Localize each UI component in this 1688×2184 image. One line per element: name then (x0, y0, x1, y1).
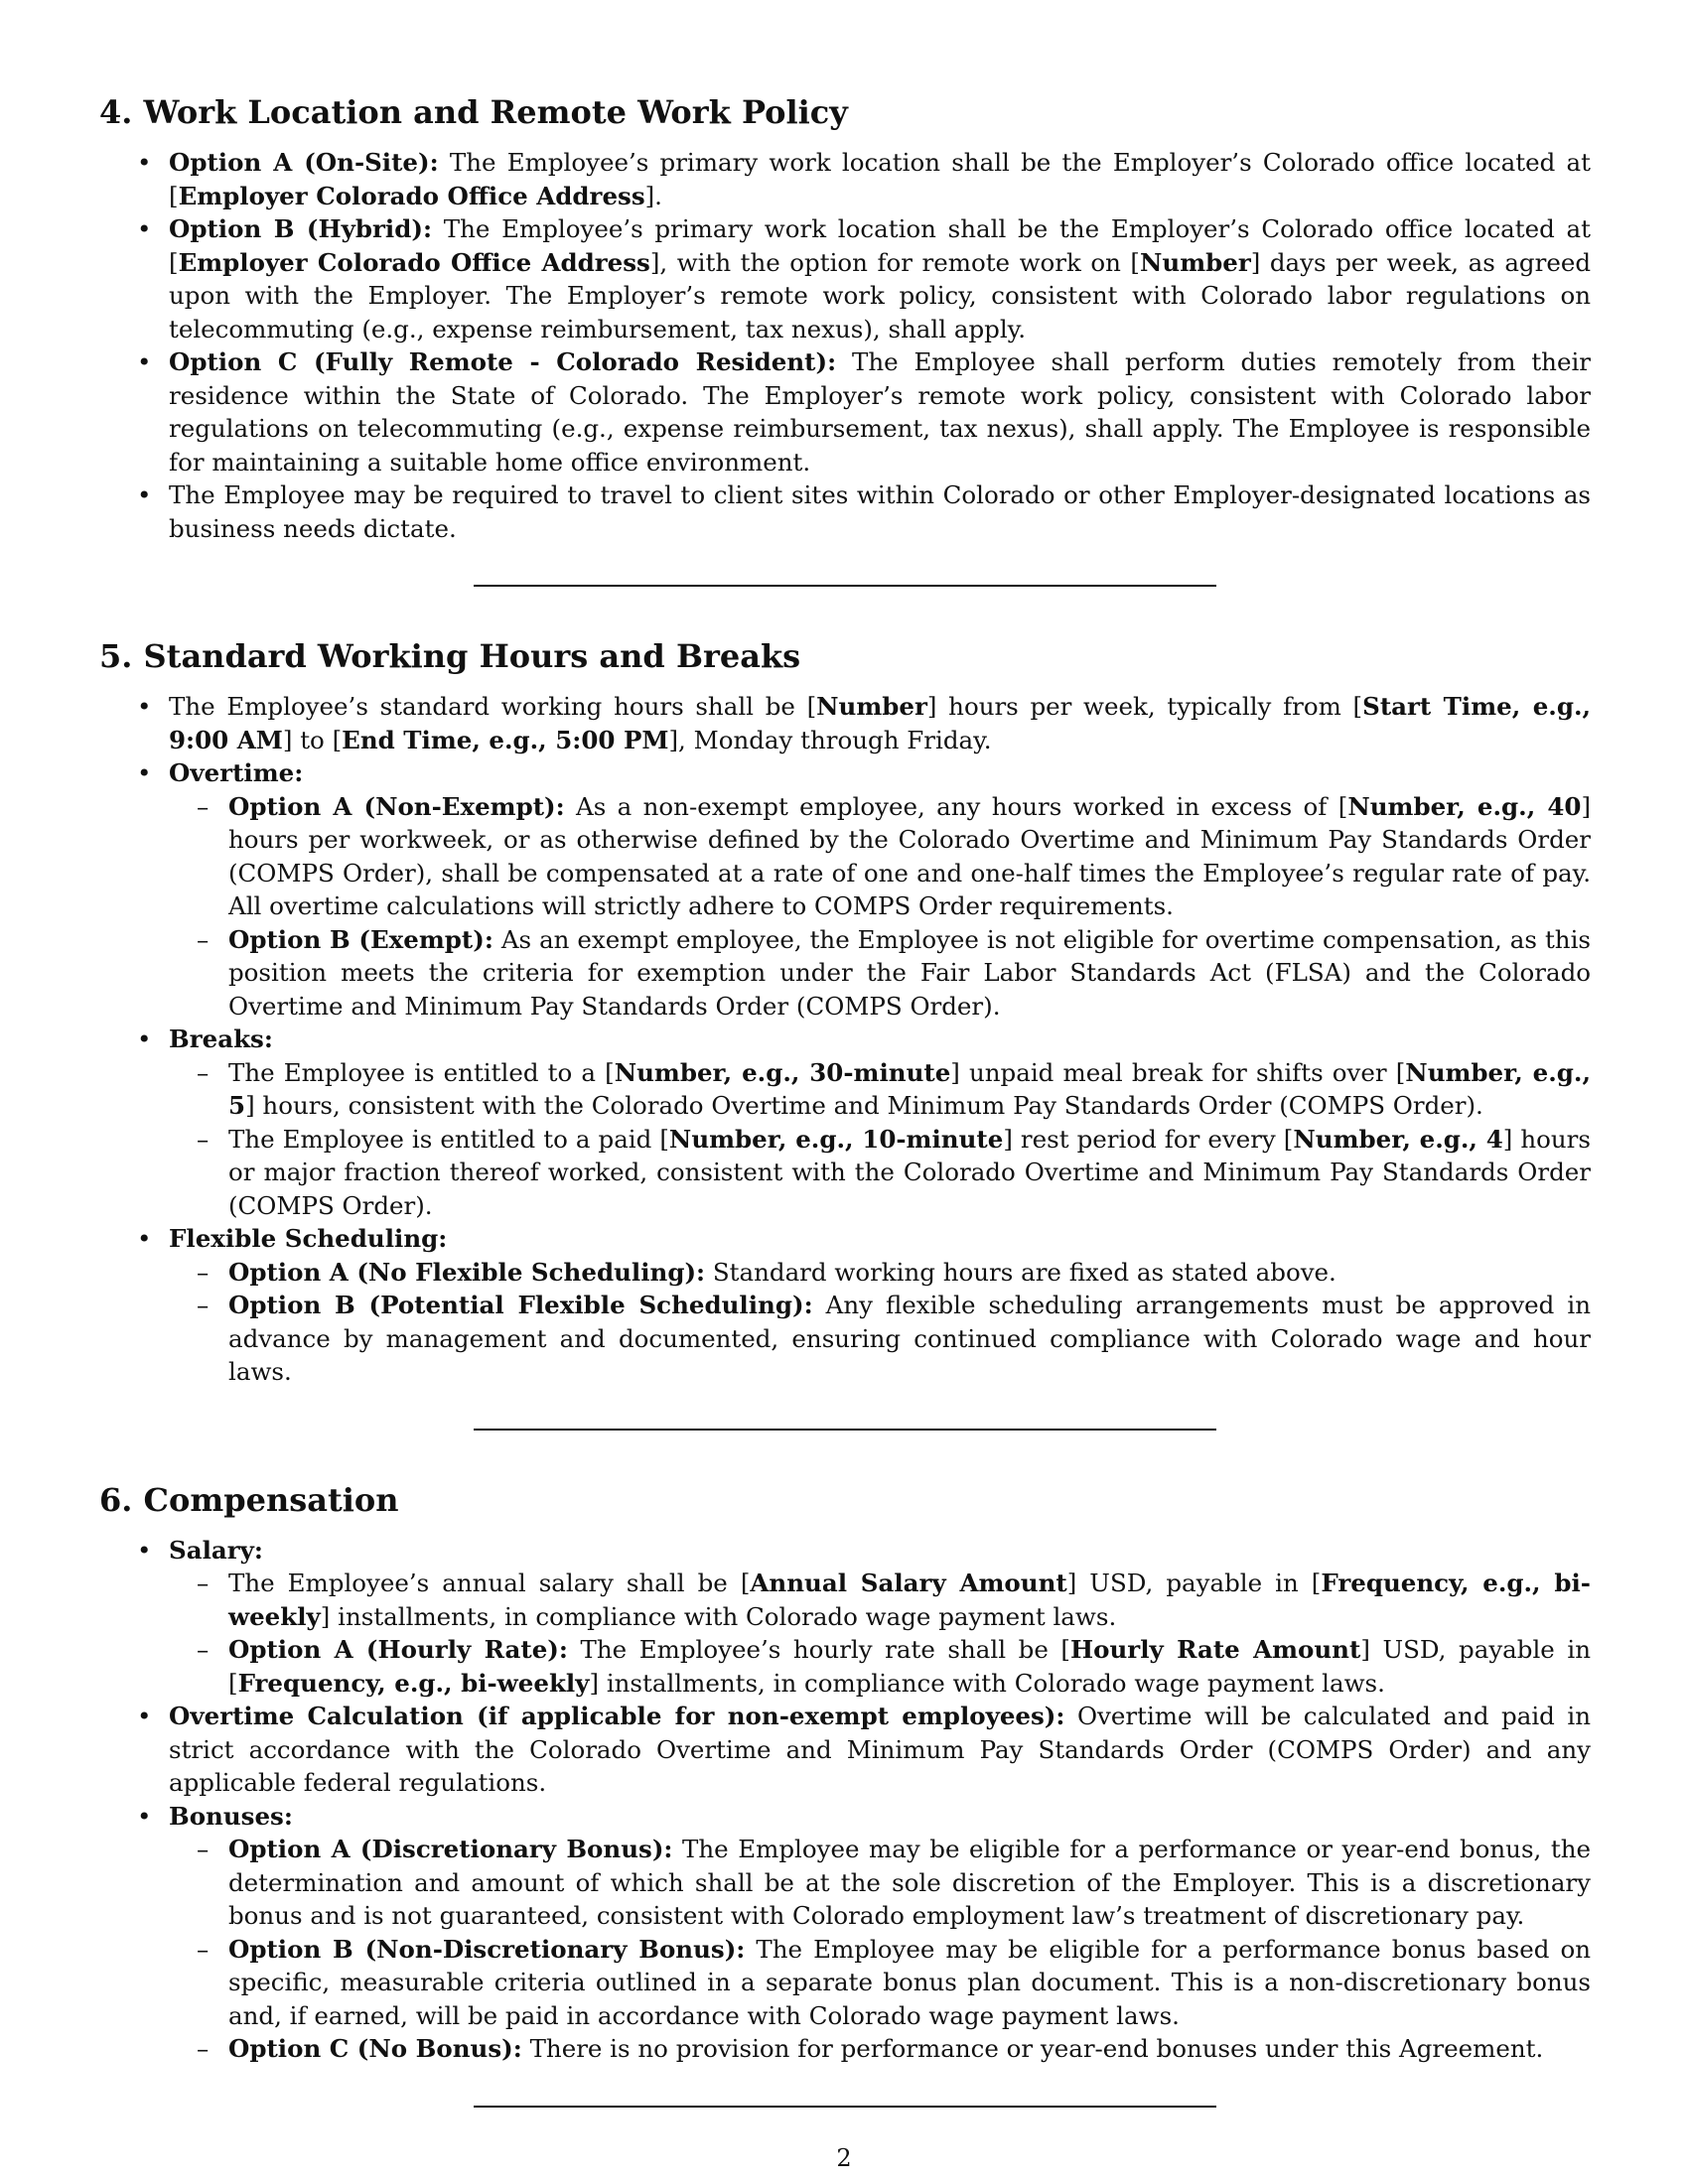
section-divider (474, 2106, 1216, 2108)
list-item: – Option B (Non-Discretionary Bonus): The Employee may be eligible for a performance bonus based on specific, measurable criteria outlined in a separate bonus plan document. This is a non-discretionary bonus and, if earned, will be paid in accordance with Colorado wage payment laws. (169, 1933, 1591, 2033)
section-6-heading: 6. Compensation (99, 1480, 399, 1519)
section-6-list (99, 1534, 1591, 2066)
overtime-label: Overtime: (169, 758, 304, 787)
option-label: Option C (Fully Remote - Colorado Resident): (169, 347, 837, 376)
salary-label: Salary: (169, 1535, 263, 1565)
list-item: • Option A (On-Site): The Employee’s primary work location shall be the Employer’s Colorado office located at [Employer Colorado Office Address]. (99, 146, 1591, 212)
list-item: • Option B (Hybrid): The Employee’s primary work location shall be the Employer’s Colorado office located at [Employer Colorado Office Address], with the option for remote work on [Number] days per week, as agreed upon with the Employer. The Employer’s remote work policy, consistent with Colorado labor regulations on telecommuting (e.g., expense reimbursement, tax nexus), shall apply. (99, 212, 1591, 345)
list-item: – Option B (Exempt): As an exempt employee, the Employee is not eligible for overtime compensation, as this position meets the criteria for exemption under the Fair Labor Standards Act (FLSA) and the Colorado Overtime and Minimum Pay Standards Order (COMPS Order). (169, 923, 1591, 1024)
section-5-heading: 5. Standard Working Hours and Breaks (99, 637, 801, 675)
list-item: – Option C (No Bonus): There is no provision for performance or year-end bonuses under this Agreement. (169, 2032, 1591, 2066)
list-item: – The Employee is entitled to a paid [Number, e.g., 10-minute] rest period for every [Number, e.g., 4] hours or major fraction thereof worked, consistent with the Colorado Overtime and Minimum Pay Standards Order (COMPS Order). (169, 1123, 1591, 1223)
list-item: • Option C (Fully Remote - Colorado Resident): The Employee shall perform duties remotely from their residence within the State of Colorado. The Employer’s remote work policy, consistent with Colorado labor regulations on telecommuting (e.g., expense reimbursement, tax nexus), shall apply. The Employee is responsible for maintaining a suitable home office environment. (99, 345, 1591, 478)
list-item: – Option A (Hourly Rate): The Employee’s hourly rate shall be [Hourly Rate Amount] USD, payable in [Frequency, e.g., bi-weekly] installments, in compliance with Colorado wage payment laws. (169, 1633, 1591, 1700)
breaks-label: Breaks: (169, 1024, 273, 1053)
list-item: • The Employee may be required to travel to client sites within Colorado or other Employer-designated locations as business needs dictate. (99, 478, 1591, 545)
document-body (99, 92, 1591, 2108)
list-item: – Option A (No Flexible Scheduling): Standard working hours are fixed as stated above. (169, 1256, 1591, 1290)
list-item (99, 1222, 1591, 1389)
list-item: – The Employee is entitled to a [Number, e.g., 30-minute] unpaid meal break for shifts over [Number, e.g., 5] hours, consistent with the Colorado Overtime and Minimum Pay Standards Order (COMPS Order). (169, 1056, 1591, 1123)
option-label: Option B (Hybrid): (169, 214, 433, 243)
option-label: Option A (On-Site): (169, 148, 439, 177)
breaks-sublist (169, 1056, 1591, 1223)
list-item: • The Employee’s standard working hours shall be [Number] hours per week, typically from [Start Time, e.g., 9:00 AM] to [End Time, e.g., 5:00 PM], Monday through Friday. (99, 690, 1591, 756)
section-4-list (99, 146, 1591, 545)
salary-sublist (169, 1567, 1591, 1700)
list-item: – Option B (Potential Flexible Scheduling): Any flexible scheduling arrangements must be approved in advance by management and documented, ensuring continued compliance with Colorado wage and hour laws. (169, 1289, 1591, 1389)
flex-label: Flexible Scheduling: (169, 1224, 448, 1253)
overtime-sublist (169, 790, 1591, 1024)
page-number: 2 (836, 2144, 852, 2172)
bonuses-label: Bonuses: (169, 1801, 293, 1831)
list-item (99, 1023, 1591, 1222)
list-item (99, 756, 1591, 1023)
section-5-list (99, 690, 1591, 1389)
list-item: – Option A (Non-Exempt): As a non-exempt employee, any hours worked in excess of [Number, e.g., 40] hours per workweek, or as otherwise defined by the Colorado Overtime and Minimum Pay Standards Order (COMPS Order), shall be compensated at a rate of one and one-half times the Employee’s regular rate of pay. All overtime calculations will strictly adhere to COMPS Order requirements. (169, 790, 1591, 923)
bonuses-sublist (169, 1833, 1591, 2066)
list-item: – Option A (Discretionary Bonus): The Employee may be eligible for a performance or year-end bonus, the determination and amount of which shall be at the sole discretion of the Employer. This is a discretionary bonus and is not guaranteed, consistent with Colorado employment law’s treatment of discretionary pay. (169, 1833, 1591, 1933)
list-item: • Overtime Calculation (if applicable for non-exempt employees): Overtime will be calculated and paid in strict accordance with the Colorado Overtime and Minimum Pay Standards Order (COMPS Order) and any applicable federal regulations. (99, 1700, 1591, 1800)
list-item (99, 1534, 1591, 1701)
list-item (99, 1800, 1591, 2066)
section-4-heading: 4. Work Location and Remote Work Policy (99, 93, 848, 131)
flex-sublist (169, 1256, 1591, 1389)
list-item: – The Employee’s annual salary shall be [Annual Salary Amount] USD, payable in [Frequency, e.g., bi-weekly] installments, in compliance with Colorado wage payment laws. (169, 1567, 1591, 1633)
